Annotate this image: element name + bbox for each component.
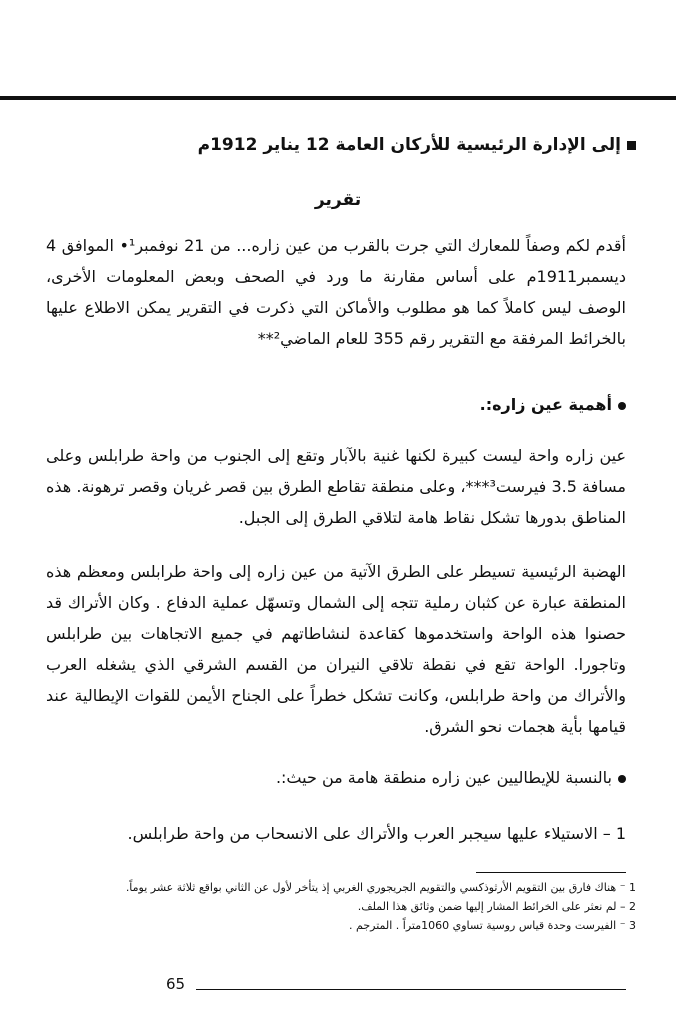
page-title: تقرير — [314, 190, 362, 210]
section-heading-importance — [480, 395, 626, 414]
top-rule — [0, 96, 676, 100]
letter-header — [76, 135, 636, 155]
footnote-3: 3 ⁻ الفيرست وحدة قياس روسية تساوي 1060متراً . المترجم . — [349, 919, 636, 932]
section-heading-italians — [276, 768, 626, 787]
bottom-rule — [196, 989, 626, 990]
footnote-2: 2 – لم نعثر على الخرائط المشار إليها ضمن وثائق هذا الملف. — [357, 900, 636, 913]
paragraph-point-1: 1 – الاستيلاء عليها سيجبر العرب والأتراك على الانسحاب من واحة طرابلس. — [127, 824, 626, 843]
square-bullet-icon — [627, 141, 636, 150]
paragraph-intro: أقدم لكم وصفاً للمعارك التي جرت بالقرب من عين زاره... من 21 نوفمبر¹• الموافق 4 ديسمبر1911م على أساس مقارنة ما ورد في الصحف وبعض المعلومات الأخرى، الوصف ليس كاملاً كما هو مطلوب والأماكن التي ذكرت في التقرير يمكن الاطلاع عليها بالخرائط المرفقة مع التقرير رقم 355 للعام الماضي²** — [46, 236, 626, 348]
paragraph-location: عين زاره واحة ليست كبيرة لكنها غنية بالآبار وتقع إلى الجنوب من واحة طرابلس وعلى مسافة 3.5 فيرست³***، وعلى منطقة تقاطع الطرق بين قصر غريان وقصر ترهونة. هذه المناطق بدورها تشكل نقاط هامة لتلاقي الطرق إلى الجبل. — [46, 446, 627, 527]
page-number: 65 — [166, 975, 186, 993]
header-text: إلى الإدارة الرئيسية للأركان العامة 12 يناير 1912م — [197, 135, 621, 155]
section-heading-text: بالنسبة للإيطاليين عين زاره منطقة هامة من حيث:. — [275, 768, 612, 787]
footnote-1: 1 ⁻ هناك فارق بين التقويم الأرثوذكسي والتقويم الجريجوري الغربي إذ يتأخر لأول عن الثاني بواقع ثلاثة عشر يوماً. — [125, 881, 636, 894]
footnotes — [36, 878, 636, 935]
footnote-rule — [476, 872, 626, 873]
section-heading-text: أهمية عين زاره:. — [479, 395, 612, 414]
paragraph-plateau: الهضبة الرئيسية تسيطر على الطرق الآتية من عين زاره إلى واحة طرابلس ومعظم هذه المنطقة عبارة عن كثبان رملية تتجه إلى الشمال وتسهّل عملية الدفاع . وكان الأتراك قد حصنوا هذه الواحة واستخدموها كقاعدة لنشاطاتهم في جميع الاتجاهات بين طرابلس وتاجورا. الواحة تقع في نقطة تلاقي النيران من القسم الشرقي الذي يشغله العرب والأتراك من واحة طرابلس، وكانت تشكل خطراً على الجناح الأيمن للقوات الإيطالية عند قيامها بأية هجمات نحو الشرق. — [46, 562, 626, 736]
bullet-icon — [618, 775, 626, 783]
bullet-icon — [618, 402, 626, 410]
